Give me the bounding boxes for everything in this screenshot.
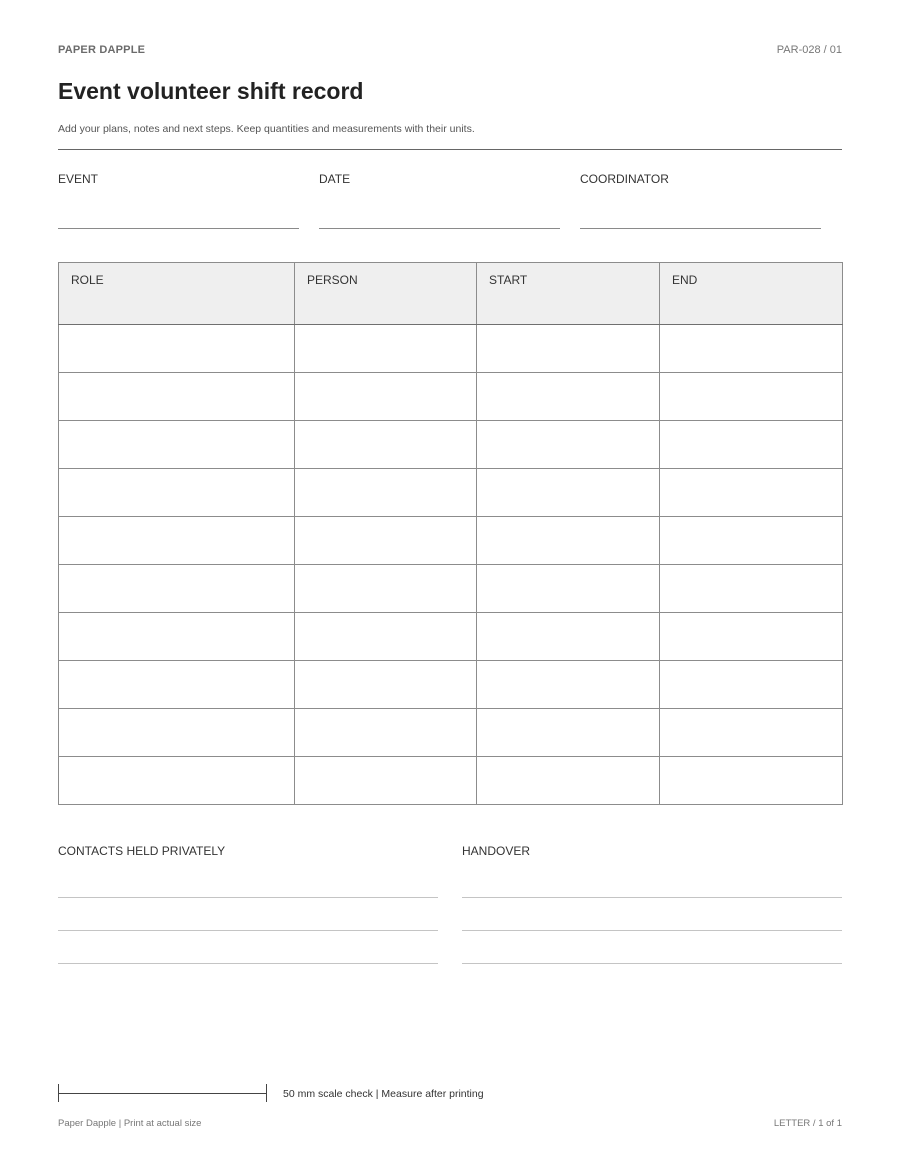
page-subtitle: Add your plans, notes and next steps. Keep quantities and measurements with their units. (58, 123, 475, 135)
table-cell-person[interactable] (295, 421, 477, 469)
scale-check-text: 50 mm scale check | Measure after printing (283, 1088, 484, 1100)
table-cell-end[interactable] (660, 517, 843, 565)
table-row (59, 757, 843, 805)
handover-line-2[interactable] (462, 930, 842, 931)
table-cell-start[interactable] (477, 757, 660, 805)
form-page (58, 0, 842, 1165)
table-cell-end[interactable] (660, 613, 843, 661)
event-field-line[interactable] (58, 228, 299, 229)
column-header-start: START (477, 263, 660, 325)
table-cell-person[interactable] (295, 517, 477, 565)
scale-line (58, 1093, 267, 1094)
table-cell-role[interactable] (59, 517, 295, 565)
contacts-held-privately-section (58, 844, 438, 858)
table-cell-role[interactable] (59, 757, 295, 805)
table-cell-role[interactable] (59, 613, 295, 661)
header-divider (58, 149, 842, 150)
table-cell-start[interactable] (477, 709, 660, 757)
scale-check-bar (58, 1084, 268, 1102)
table-cell-person[interactable] (295, 661, 477, 709)
table-cell-role[interactable] (59, 421, 295, 469)
table-cell-role[interactable] (59, 709, 295, 757)
table-row (59, 469, 843, 517)
coordinator-field-label: COORDINATOR (580, 172, 669, 186)
handover-line-3[interactable] (462, 963, 842, 964)
table-cell-end[interactable] (660, 373, 843, 421)
footer-note: Paper Dapple | Print at actual size (58, 1118, 202, 1129)
table-cell-role[interactable] (59, 373, 295, 421)
table-row (59, 565, 843, 613)
table-cell-end[interactable] (660, 757, 843, 805)
handover-line-1[interactable] (462, 897, 842, 898)
contacts-line-2[interactable] (58, 930, 438, 931)
table-row (59, 373, 843, 421)
table-cell-start[interactable] (477, 469, 660, 517)
date-field[interactable] (319, 172, 560, 186)
table-cell-role[interactable] (59, 661, 295, 709)
handover-label: HANDOVER (462, 844, 531, 858)
table-cell-person[interactable] (295, 469, 477, 517)
date-field-label: DATE (319, 172, 351, 186)
table-row (59, 613, 843, 661)
contacts-line-3[interactable] (58, 963, 438, 964)
scale-tick-end (266, 1084, 267, 1102)
table-cell-role[interactable] (59, 469, 295, 517)
column-header-person: PERSON (295, 263, 477, 325)
table-cell-start[interactable] (477, 517, 660, 565)
table-cell-role[interactable] (59, 565, 295, 613)
shift-table (58, 262, 843, 805)
table-row (59, 517, 843, 565)
handover-section (462, 844, 842, 858)
table-header-row (59, 263, 843, 325)
table-cell-person[interactable] (295, 613, 477, 661)
table-cell-end[interactable] (660, 565, 843, 613)
brand-name: PAPER DAPPLE (58, 44, 146, 56)
table-cell-start[interactable] (477, 373, 660, 421)
table-row (59, 709, 843, 757)
table-cell-person[interactable] (295, 373, 477, 421)
page-title: Event volunteer shift record (58, 78, 364, 104)
table-cell-start[interactable] (477, 421, 660, 469)
column-header-role: ROLE (59, 263, 295, 325)
table-cell-person[interactable] (295, 709, 477, 757)
table-cell-person[interactable] (295, 325, 477, 373)
event-field-label: EVENT (58, 172, 99, 186)
coordinator-field[interactable] (580, 172, 821, 186)
page-indicator: LETTER / 1 of 1 (773, 1118, 842, 1129)
table-cell-start[interactable] (477, 565, 660, 613)
coordinator-field-line[interactable] (580, 228, 821, 229)
table-cell-start[interactable] (477, 325, 660, 373)
column-header-end: END (660, 263, 843, 325)
contacts-held-privately-label: CONTACTS HELD PRIVATELY (58, 844, 226, 858)
event-field[interactable] (58, 172, 299, 186)
table-cell-role[interactable] (59, 325, 295, 373)
table-cell-person[interactable] (295, 565, 477, 613)
contacts-line-1[interactable] (58, 897, 438, 898)
table-cell-start[interactable] (477, 613, 660, 661)
table-row (59, 325, 843, 373)
table-row (59, 661, 843, 709)
document-id: PAR-028 / 01 (776, 44, 842, 56)
table-cell-end[interactable] (660, 325, 843, 373)
table-cell-end[interactable] (660, 661, 843, 709)
table-cell-person[interactable] (295, 757, 477, 805)
table-row (59, 421, 843, 469)
table-cell-end[interactable] (660, 469, 843, 517)
table-cell-start[interactable] (477, 661, 660, 709)
date-field-line[interactable] (319, 228, 560, 229)
table-cell-end[interactable] (660, 709, 843, 757)
table-cell-end[interactable] (660, 421, 843, 469)
